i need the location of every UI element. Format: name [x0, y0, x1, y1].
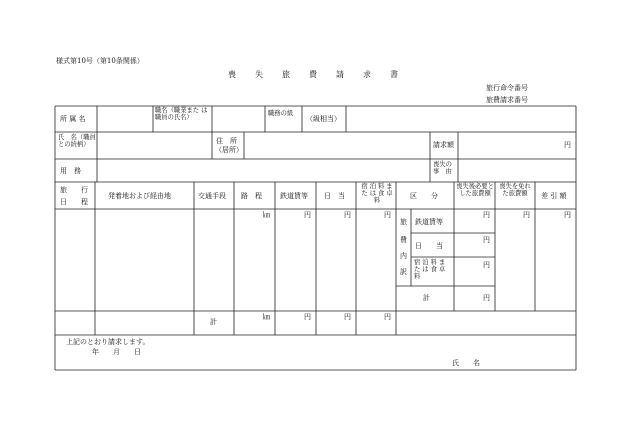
claim-statement: 上記のとおり請求します。: [66, 338, 150, 346]
grade-label: 職務の級: [268, 110, 294, 117]
address-label: 住 所: [216, 137, 237, 145]
travel-dates-label: 旅 行: [60, 186, 88, 194]
claim-date: 年 月 日: [92, 348, 141, 356]
yen-unit: 円: [483, 261, 490, 269]
yen-unit: 円: [483, 211, 490, 219]
yen-unit: 円: [564, 211, 571, 219]
yen-unit: 円: [523, 211, 530, 219]
form-number-label: 様式第10号（第10条関係）: [56, 57, 144, 65]
title-name-label: 職名（職業また は職員の氏名）: [155, 107, 208, 121]
claim-amount-label: 請求額: [433, 141, 454, 149]
yen-unit: 円: [384, 211, 391, 219]
lodging-food-header: 宿 泊 料 ま た は 食 卓 料: [361, 183, 393, 204]
transport-header: 交通手段: [198, 192, 226, 200]
address-sub-label: （居所）: [215, 146, 243, 154]
yen-unit: 円: [344, 313, 351, 321]
affiliation-label: 所 属 名: [60, 115, 86, 123]
breakdown-label-char: 旅: [400, 218, 407, 226]
breakdown-label-char: 費: [400, 236, 407, 244]
title-char: 喪: [228, 70, 236, 79]
yen-unit: 円: [564, 141, 571, 149]
category-header: 区 分: [410, 192, 438, 200]
travel-claim-number-label: 旅費請求番号: [486, 96, 528, 104]
travel-order-number-label: 旅行命令番号: [486, 84, 528, 92]
distance-header: 路 程: [241, 192, 262, 200]
total-label: 計: [210, 318, 217, 326]
title-char: 費: [309, 70, 317, 79]
route-header: 発着地および経由地: [108, 192, 171, 200]
yen-unit: 円: [483, 236, 490, 244]
title-char: 旅: [282, 70, 290, 79]
yen-unit: 円: [344, 211, 351, 219]
title-char: 書: [390, 70, 398, 79]
breakdown-daily-allowance: 日 当: [415, 242, 443, 250]
necessary-after-loss-header: 喪失後必要とした旅費額: [456, 183, 494, 197]
loss-reason-label: 喪失の事 由: [433, 161, 452, 175]
grade-equivalent-label: （級相当）: [306, 115, 341, 123]
breakdown-subtotal: 計: [423, 294, 430, 302]
claimant-name-label: 氏 名（職員との続柄）: [58, 134, 96, 148]
yen-unit: 円: [304, 313, 311, 321]
breakdown-label-char: 訳: [400, 268, 407, 276]
title-char: 求: [363, 70, 371, 79]
exempt-amount-header: 喪失を免れた旅費額: [499, 183, 531, 197]
balance-header: 差 引 額: [541, 192, 567, 200]
yen-unit: 円: [304, 211, 311, 219]
km-unit: ㎞: [263, 211, 270, 219]
title-char: 請: [336, 70, 344, 79]
travel-dates-label-2: 日 程: [60, 198, 88, 206]
title-char: 失: [255, 70, 263, 79]
breakdown-railway-fare: 鉄道賃等: [415, 218, 443, 226]
railway-fare-header: 鉄道賃等: [280, 192, 308, 200]
daily-allowance-header: 日 当: [324, 192, 345, 200]
km-unit: ㎞: [263, 313, 270, 321]
signature-name-label: 氏 名: [452, 359, 480, 367]
breakdown-label-char: 内: [400, 252, 407, 260]
form-title: [228, 69, 398, 79]
breakdown-lodging-food: 宿 泊 料 ま た は 食 卓 料: [414, 259, 446, 280]
business-label: 用 務: [60, 167, 81, 175]
yen-unit: 円: [384, 313, 391, 321]
yen-unit: 円: [483, 294, 490, 302]
